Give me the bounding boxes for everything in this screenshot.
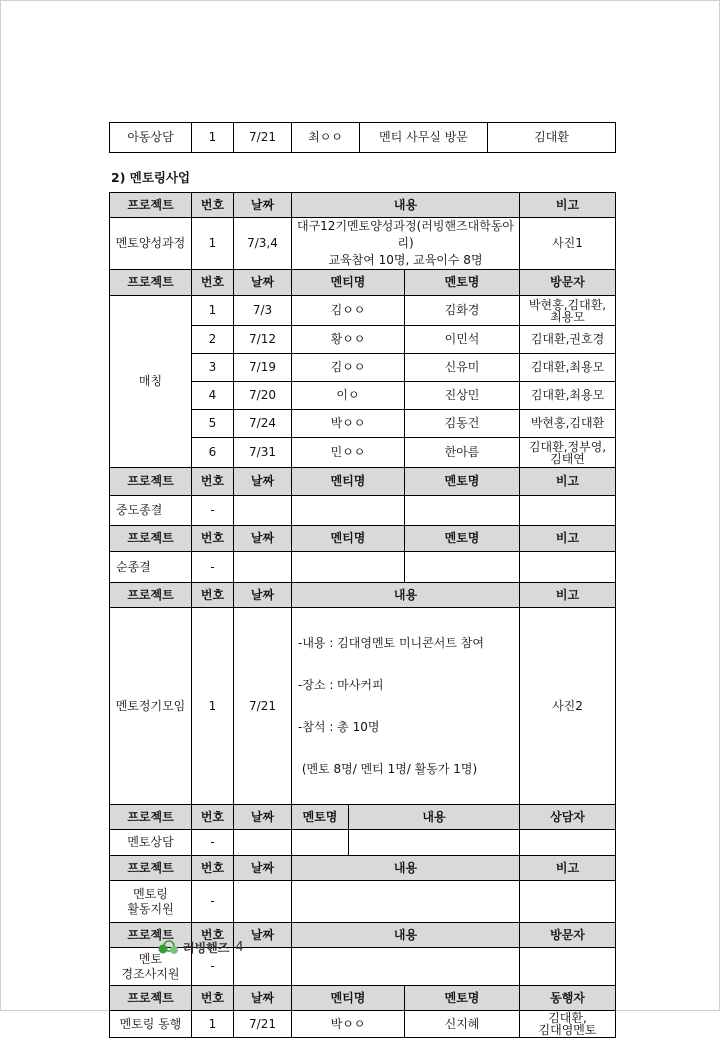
- section-title: 2) 멘토링사업: [111, 170, 191, 185]
- cell-date: 7/19: [234, 354, 292, 382]
- table-row: [110, 881, 616, 923]
- header-number: 번호: [192, 270, 234, 296]
- cell-mentee: 김ㅇㅇ: [292, 354, 405, 382]
- cell-project: 멘토정기모임: [110, 608, 192, 805]
- table-row: [110, 608, 616, 805]
- cell-mentor: 김동건: [405, 410, 520, 438]
- cell-number: 1: [192, 123, 234, 153]
- header-row: 프로젝트 번호 날짜 멘티명 멘토명 비고: [110, 468, 616, 496]
- cell-number: 5: [192, 410, 234, 438]
- header-row: [110, 193, 616, 218]
- cell-date: 7/21: [234, 1011, 292, 1038]
- header-row: 프로젝트 번호 날짜 멘티명 멘토명 동행자: [110, 986, 616, 1011]
- cell-companion: 김대환, 김대영멘토: [520, 1011, 616, 1038]
- cell-visitor: 김대환,최용모: [520, 382, 616, 410]
- cell-date: 7/21: [234, 608, 292, 805]
- header-row: 프로젝트 번호 날짜 내용 비고: [110, 583, 616, 608]
- header-row: 프로젝트 번호 날짜 내용 방문자: [110, 923, 616, 948]
- header-date: 날짜: [234, 193, 292, 218]
- cell-project: 멘토링 동행: [110, 1011, 192, 1038]
- header-date: 날짜: [234, 270, 292, 296]
- cell-date: 7/12: [234, 326, 292, 354]
- cell-number: 3: [192, 354, 234, 382]
- cell-project: 아동상담: [110, 123, 192, 153]
- cell-mentor: 한아름: [405, 438, 520, 468]
- cell-content: [292, 218, 520, 270]
- table-row: [110, 830, 616, 856]
- cell-note: 사진1: [520, 218, 616, 270]
- cell-date: 7/3: [234, 296, 292, 326]
- cell-number: 1: [192, 218, 234, 270]
- cell-date: 7/31: [234, 438, 292, 468]
- cell-date: 7/3,4: [234, 218, 292, 270]
- header-content: 내용: [292, 193, 520, 218]
- cell-note: 사진2: [520, 608, 616, 805]
- cell-visitor: 김대환,권호경: [520, 326, 616, 354]
- cell-visitor: 김대환,최용모: [520, 354, 616, 382]
- cell-date: 7/20: [234, 382, 292, 410]
- header-mentee: 멘티명: [292, 270, 405, 296]
- cell-visitor: 박현홍,김대환, 최용모: [520, 296, 616, 326]
- header-row: 프로젝트 번호 날짜 내용 비고: [110, 856, 616, 881]
- header-row: 프로젝트 번호 날짜 멘토명 내용 상담자: [110, 805, 616, 830]
- cell-visitor: 박현홍,김대환: [520, 410, 616, 438]
- cell-project: 순종결: [110, 552, 192, 583]
- mentoring-table: [109, 192, 616, 1038]
- content-line: 대구12기멘토양성과정(러빙핸즈대학동아리): [296, 219, 515, 250]
- content-line: 교육참여 10명, 교육이수 8명: [328, 253, 483, 267]
- header-row: 프로젝트 번호 날짜 멘티명 멘토명 비고: [110, 526, 616, 552]
- cell-mentor: 김화경: [405, 296, 520, 326]
- header-number: 번호: [192, 193, 234, 218]
- table-row: [110, 123, 616, 153]
- cell-number: -: [192, 948, 234, 986]
- table-row: [110, 1011, 616, 1038]
- header-project: 프로젝트: [110, 193, 192, 218]
- cell-mentee: 민ㅇㅇ: [292, 438, 405, 468]
- cell-number: -: [192, 881, 234, 923]
- cell-mentee: 박ㅇㅇ: [292, 410, 405, 438]
- cell-number: 1: [192, 608, 234, 805]
- cell-mentor: 신지혜: [405, 1011, 520, 1038]
- cell-staff: 김대환: [488, 123, 616, 153]
- cell-date: 7/21: [234, 123, 292, 153]
- cell-mentee: 황ㅇㅇ: [292, 326, 405, 354]
- header-note: 비고: [520, 193, 616, 218]
- header-visitor: 방문자: [520, 270, 616, 296]
- cell-mentee: 김ㅇㅇ: [292, 296, 405, 326]
- cell-mentee: 이ㅇ: [292, 382, 405, 410]
- brand-name: 러빙핸즈: [183, 941, 230, 955]
- cell-project: 멘토양성과정: [110, 218, 192, 270]
- header-mentor: 멘토명: [405, 270, 520, 296]
- footer: [157, 939, 244, 956]
- header-row: [110, 270, 616, 296]
- cell-project: 멘토 경조사지원: [110, 948, 192, 986]
- consultation-table: [109, 122, 616, 153]
- cell-mentee: 박ㅇㅇ: [292, 1011, 405, 1038]
- table-row: [110, 296, 616, 326]
- cell-content: 멘티 사무실 방문: [360, 123, 488, 153]
- cell-number: 1: [192, 296, 234, 326]
- cell-project: 중도종결: [110, 496, 192, 526]
- cell-mentor: 진상민: [405, 382, 520, 410]
- cell-mentor: 신유미: [405, 354, 520, 382]
- cell-number: -: [192, 830, 234, 856]
- cell-project: 멘토링 활동지원: [110, 881, 192, 923]
- cell-number: 1: [192, 1011, 234, 1038]
- table-row: [110, 496, 616, 526]
- cell-number: -: [192, 552, 234, 583]
- cell-mentor: 이민석: [405, 326, 520, 354]
- cell-date: 7/24: [234, 410, 292, 438]
- table-row: [110, 218, 616, 270]
- clover-hands-icon: [157, 940, 179, 956]
- cell-mentee: 최ㅇㅇ: [292, 123, 360, 153]
- cell-project: 매칭: [110, 296, 192, 468]
- cell-number: -: [192, 496, 234, 526]
- cell-visitor: 김대환,정부영, 김태연: [520, 438, 616, 468]
- cell-number: 2: [192, 326, 234, 354]
- cell-number: 6: [192, 438, 234, 468]
- cell-project: 멘토상담: [110, 830, 192, 856]
- table-row: [110, 552, 616, 583]
- page-number: 4: [235, 940, 244, 955]
- cell-number: 4: [192, 382, 234, 410]
- header-project: 프로젝트: [110, 270, 192, 296]
- cell-content: -내용 : 김대영멘토 미니콘서트 참여 -장소 : 마사커피 -참석 : 총 10명 (멘토 8명/ 멘티 1명/ 활동가 1명): [292, 608, 520, 805]
